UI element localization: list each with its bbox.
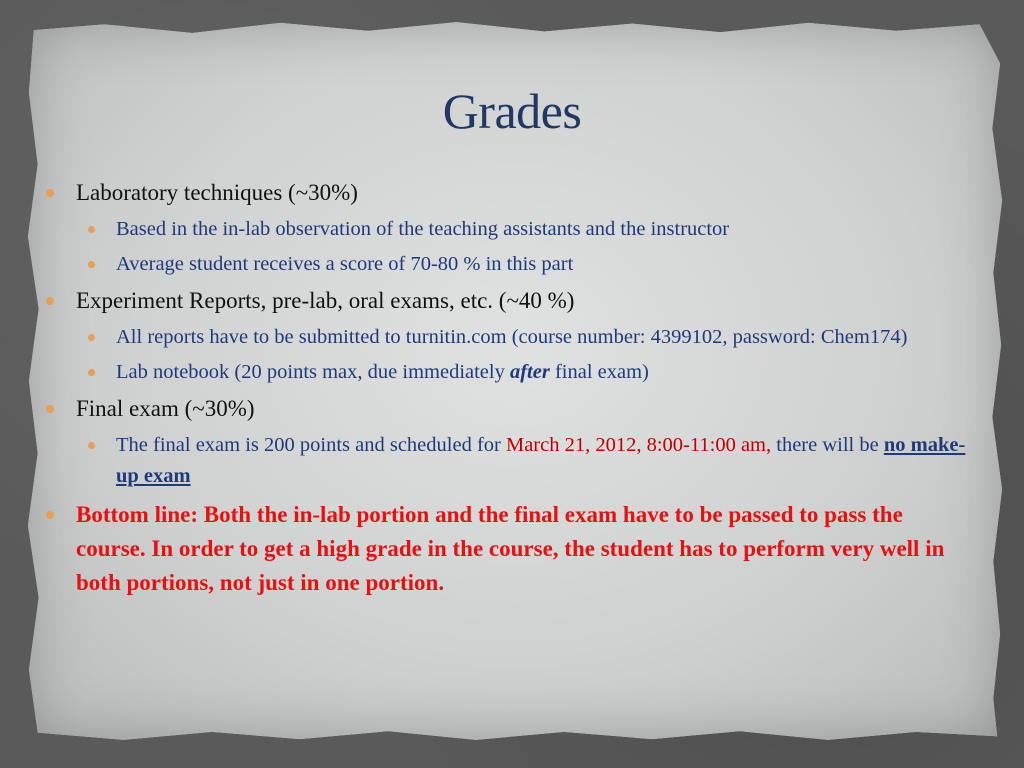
subbullet-text: Average student receives a score of 70-80 % in this part xyxy=(116,253,574,275)
bullet-text: Final exam (~30%) xyxy=(76,396,255,421)
bullet-final-exam xyxy=(46,392,976,426)
bullet-lab-techniques xyxy=(46,176,976,210)
bullet-experiment-reports xyxy=(46,284,976,318)
subbullet-text-before: The final exam is 200 points and scheduled for xyxy=(116,434,506,456)
subbullet-lab-notebook xyxy=(46,357,976,388)
subbullet-lab-observation xyxy=(46,214,976,245)
subbullet-text: Based in the in-lab observation of the teaching assistants and the instructor xyxy=(116,218,730,240)
slide-title: Grades xyxy=(442,83,582,139)
bottom-line-text: Bottom line: Both the in-lab portion and the final exam have to be passed to pass the course. In order to get a high grade in the course, the student has to perform very well in both portions, not just in one portion. xyxy=(76,502,945,595)
bullet-dot-icon xyxy=(46,511,54,519)
bullet-dot-icon xyxy=(46,189,54,197)
subbullet-text: All reports have to be submitted to turnitin.com (course number: 4399102, password: Chem174) xyxy=(116,326,908,348)
bottom-line-bullet xyxy=(46,498,976,600)
subbullet-text-after: final exam) xyxy=(549,361,649,383)
bullet-dot-icon xyxy=(88,442,95,449)
no-makeup-exam-text: no make-up exam xyxy=(116,434,966,487)
bullet-dot-icon xyxy=(46,297,54,305)
bullet-dot-icon xyxy=(46,405,54,413)
bullet-dot-icon xyxy=(88,334,95,341)
subbullet-text-middle: there will be xyxy=(771,434,884,456)
bullet-text: Laboratory techniques (~30%) xyxy=(76,180,358,205)
bullet-dot-icon xyxy=(88,226,95,233)
subbullet-final-exam-schedule xyxy=(46,430,976,492)
slide-content xyxy=(46,176,976,600)
bullet-text: Experiment Reports, pre-lab, oral exams, etc. (~40 %) xyxy=(76,288,575,313)
subbullet-turnitin xyxy=(46,322,976,353)
subbullet-average-score xyxy=(46,249,976,280)
bullet-dot-icon xyxy=(88,261,95,268)
exam-date-highlight: March 21, 2012, 8:00-11:00 am xyxy=(505,434,766,456)
subbullet-text-before: Lab notebook (20 points max, due immediately xyxy=(116,361,510,383)
bullet-dot-icon xyxy=(88,369,95,376)
comma-text: , xyxy=(766,434,772,456)
emphasis-after: after xyxy=(509,361,550,383)
